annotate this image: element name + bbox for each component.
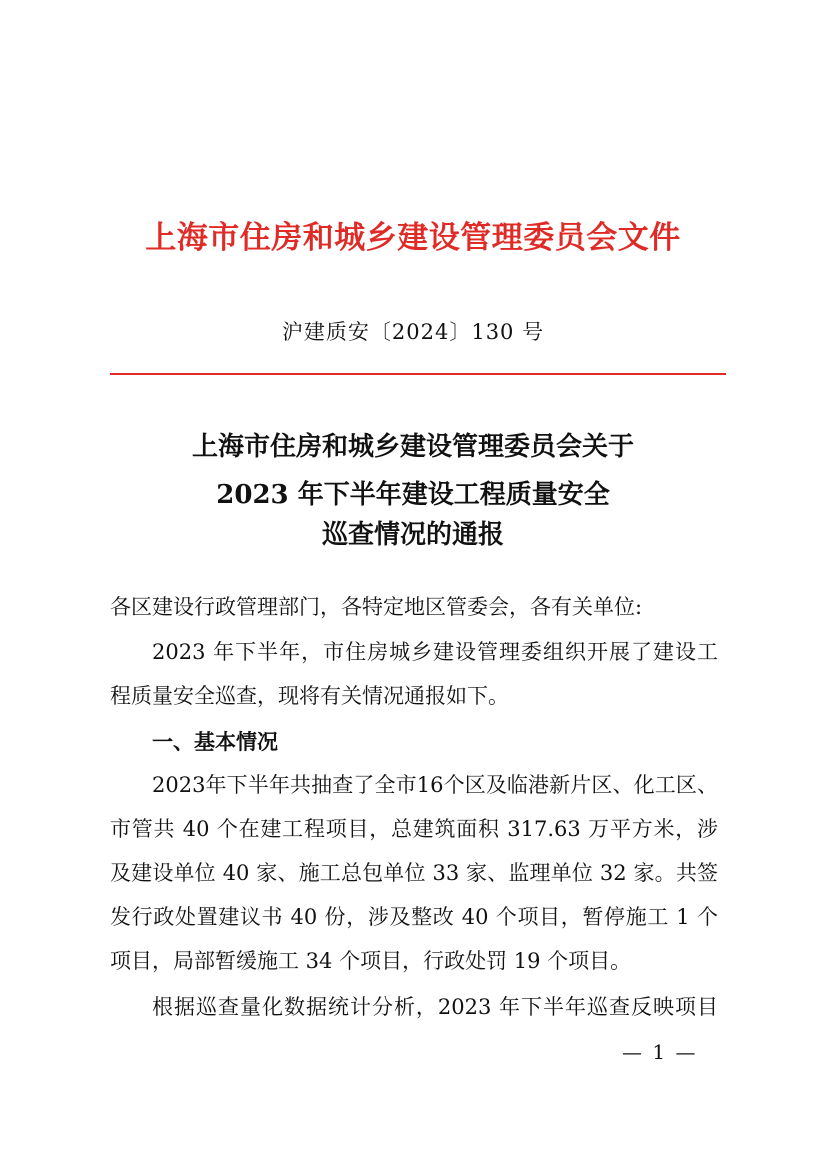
section1-para2-line-1: 根据巡查量化数据统计分析，2023 年下半年巡查反映项目 (152, 995, 718, 1019)
issuer-header: 上海市住房和城乡建设管理委员会文件 (145, 220, 681, 256)
section-heading-basic-situation: 一、基本情况 (152, 730, 278, 754)
notice-title-line-1: 上海市住房和城乡建设管理委员会关于 (191, 432, 634, 462)
intro-line-2: 程质量安全巡查，现将有关情况通报如下。 (110, 684, 509, 708)
salutation: 各区建设行政管理部门，各特定地区管委会，各有关单位: (110, 595, 643, 619)
section1-paragraph-2 (110, 985, 718, 1029)
section1-line-1: 2023年下半年共抽查了全市16个区及临港新片区、化工区、 (152, 773, 718, 797)
section1-line-4: 发行政处置建议书 40 份，涉及整改 40 个项目，暂停施工 1 个 (110, 905, 718, 929)
document-number: 沪建质安〔2024〕130 号 (281, 320, 545, 344)
intro-paragraph (110, 630, 718, 718)
intro-line-1: 2023 年下半年，市住房城乡建设管理委组织开展了建设工 (152, 640, 718, 664)
section1-line-5: 项目，局部暂缓施工 34 个项目，行政处罚 19 个项目。 (110, 949, 632, 973)
red-separator-line (110, 373, 726, 375)
notice-title-line-3: 巡查情况的通报 (321, 520, 504, 550)
notice-title-line-2: 2023 年下半年建设工程质量安全 (216, 480, 610, 510)
page-number: — 1 — (622, 1040, 698, 1064)
section1-paragraph-1 (110, 763, 718, 983)
section1-line-3: 及建设单位 40 家、施工总包单位 33 家、监理单位 32 家。共签 (110, 861, 718, 885)
section1-line-2: 市管共 40 个在建工程项目，总建筑面积 317.63 万平方米，涉 (110, 817, 718, 841)
